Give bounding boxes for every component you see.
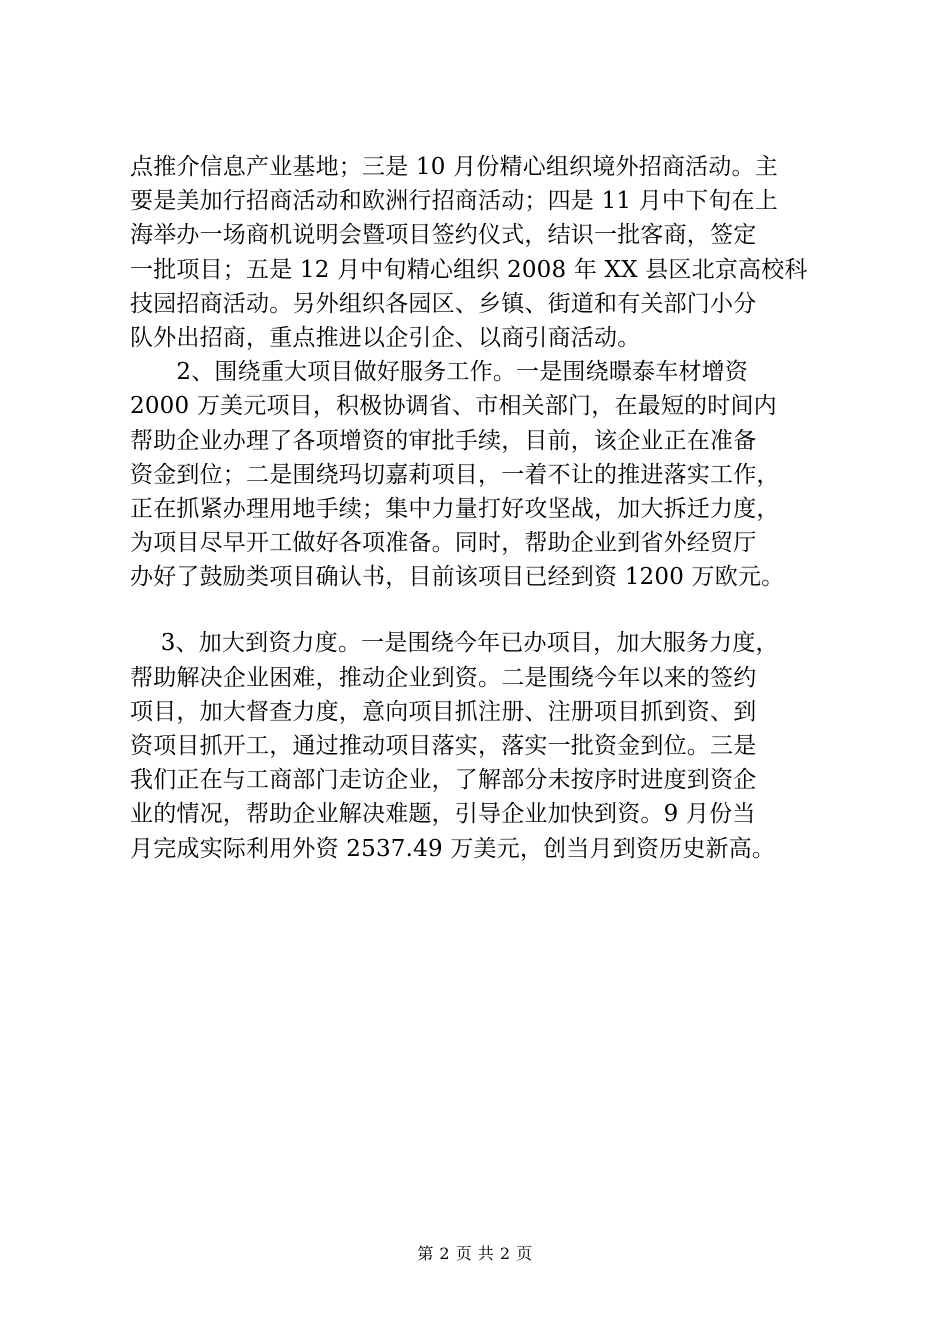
text-line: 业的情况，帮助企业解决难题，引导企业加快到资。9 月份当 bbox=[130, 801, 756, 828]
text-line: 办好了鼓励类项目确认书，目前该项目已经到资 1200 万欧元。 bbox=[130, 564, 785, 591]
text-line: 队外出招商，重点推进以企引企、以商引商活动。 bbox=[130, 324, 641, 351]
text-line: 要是美加行招商活动和欧洲行招商活动；四是 11 月中下旬在上 bbox=[130, 188, 778, 215]
text-line: 一批项目；五是 12 月中旬精心组织 2008 年 XX 县区北京高校科 bbox=[130, 256, 808, 283]
text-line: 资项目抓开工，通过推动项目落实，落实一批资金到位。三是 bbox=[130, 733, 757, 759]
text-line: 我们正在与工商部门走访企业，了解部分未按序时进度到资企 bbox=[130, 767, 757, 794]
text-line: 正在抓紧办理用地手续；集中力量打好攻坚战，加大拆迁力度， bbox=[130, 495, 780, 522]
page-footer: 第 2 页 共 2 页 bbox=[417, 1244, 533, 1263]
text-line: 3、加大到资力度。一是围绕今年已办项目，加大服务力度， bbox=[130, 630, 779, 657]
text-line: 2、围绕重大项目做好服务工作。一是围绕暻泰车材增资 bbox=[130, 359, 749, 386]
text-line: 帮助解决企业困难，推动企业到资。二是围绕今年以来的签约 bbox=[130, 664, 757, 691]
text-line: 项目，加大督查力度，意向项目抓注册、注册项目抓到资、到 bbox=[130, 698, 757, 725]
paragraph-1 bbox=[130, 150, 830, 355]
paragraph-2 bbox=[130, 355, 830, 594]
text-line: 为项目尽早开工做好各项准备。同时，帮助企业到省外经贸厅 bbox=[130, 530, 757, 557]
text-line: 海举办一场商机说明会暨项目签约仪式，结识一批客商，签定 bbox=[130, 222, 757, 249]
text-line: 2000 万美元项目，积极协调省、市相关部门，在最短的时间内 bbox=[130, 393, 777, 420]
text-line: 点推介信息产业基地；三是 10 月份精心组织境外招商活动。主 bbox=[130, 154, 778, 180]
paragraph-spacer bbox=[130, 594, 830, 626]
text-line: 帮助企业办理了各项增资的审批手续，目前，该企业正在准备 bbox=[130, 427, 757, 454]
paragraph-3 bbox=[130, 626, 830, 865]
text-line: 月完成实际利用外资 2537.49 万美元，创当月到资历史新高。 bbox=[130, 835, 776, 862]
text-line: 资金到位；二是围绕玛切嘉莉项目，一着不让的推进落实工作， bbox=[130, 461, 780, 488]
document-body bbox=[130, 150, 830, 866]
text-line: 技园招商活动。另外组织各园区、乡镇、街道和有关部门小分 bbox=[130, 290, 757, 317]
